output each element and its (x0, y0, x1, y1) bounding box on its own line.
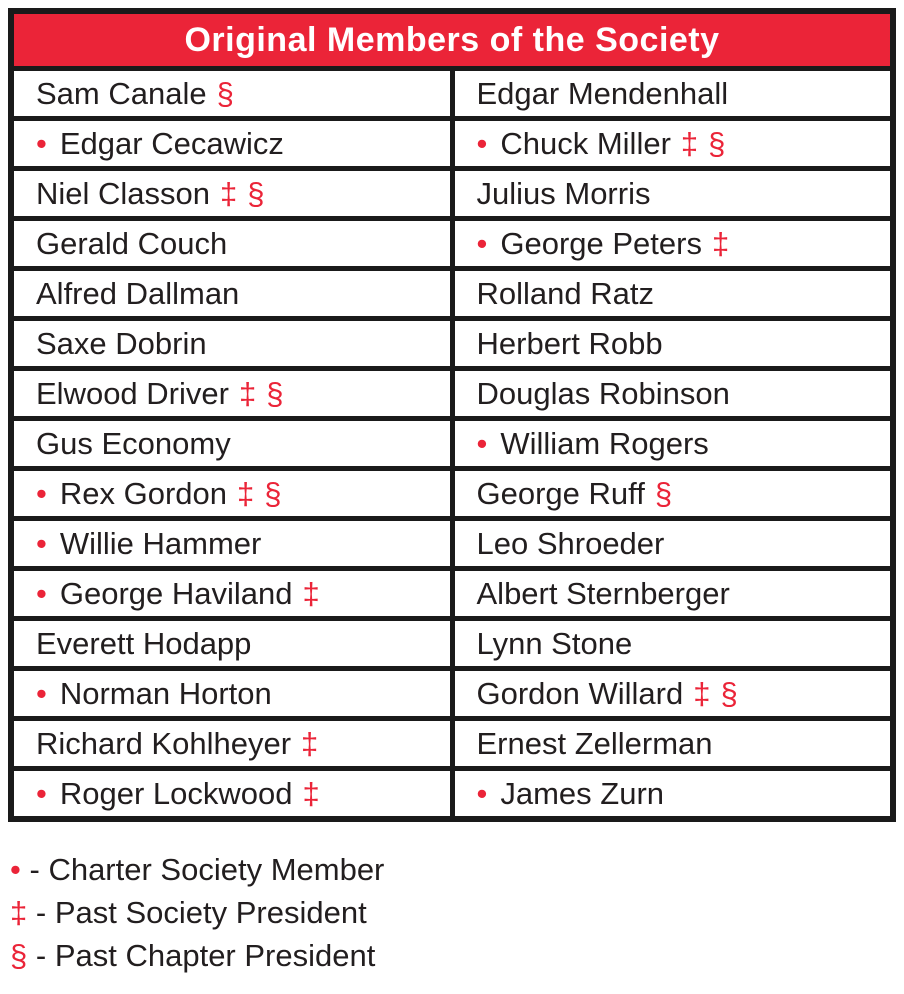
member-name: Julius Morris (476, 175, 651, 211)
table-row (11, 319, 893, 369)
legend-label: Charter Society Member (48, 851, 385, 887)
member-cell (452, 619, 893, 669)
table-row (11, 69, 893, 119)
member-cell (452, 369, 893, 419)
member-name: James Zurn (500, 775, 665, 811)
legend-label: Past Society President (54, 894, 367, 930)
legend-line (10, 891, 896, 934)
member-name: Alfred Dallman (36, 275, 240, 311)
members-table-body (11, 69, 893, 820)
charter-dot-icon: • (36, 525, 47, 561)
legend (10, 848, 896, 977)
member-cell (452, 119, 893, 169)
member-name: Edgar Cecawicz (59, 125, 284, 161)
legend-separator: - (35, 894, 47, 930)
table-row (11, 419, 893, 469)
member-cell (452, 419, 893, 469)
member-name: Douglas Robinson (476, 375, 730, 411)
legend-line (10, 934, 896, 977)
charter-dot-icon: • (10, 851, 21, 887)
member-cell (11, 219, 452, 269)
past-chapter-president-icon: § (720, 675, 738, 711)
charter-dot-icon: • (476, 775, 488, 811)
past-chapter-president-icon: § (654, 475, 673, 511)
charter-dot-icon: • (36, 775, 47, 811)
past-society-president-icon: ‡ (302, 775, 320, 811)
title-row (11, 11, 893, 69)
member-name: Ernest Zellerman (476, 725, 713, 761)
member-name: Rex Gordon (59, 475, 227, 511)
member-cell (11, 519, 452, 569)
table-row (11, 169, 893, 219)
past-society-president-icon: ‡ (301, 725, 319, 761)
past-society-president-icon: ‡ (680, 125, 699, 161)
table-row (11, 669, 893, 719)
table-row (11, 219, 893, 269)
past-society-president-icon: ‡ (237, 475, 255, 511)
member-name: Sam Canale (36, 75, 207, 111)
past-chapter-president-icon: § (264, 475, 282, 511)
past-society-president-icon: ‡ (220, 175, 238, 211)
past-society-president-icon: ‡ (711, 225, 730, 261)
member-name: Elwood Driver (36, 375, 229, 411)
member-cell (11, 669, 452, 719)
member-name: George Peters (500, 225, 702, 261)
past-society-president-icon: ‡ (238, 375, 257, 411)
member-name: Saxe Dobrin (36, 325, 207, 361)
member-cell (11, 569, 452, 619)
member-name: Chuck Miller (500, 125, 671, 161)
page-title: Original Members of the Society (11, 11, 893, 69)
legend-separator (27, 895, 36, 931)
charter-dot-icon: • (476, 425, 488, 461)
member-cell (452, 719, 893, 769)
member-cell (11, 619, 452, 669)
past-society-president-icon: ‡ (693, 675, 711, 711)
legend-separator (40, 852, 49, 888)
member-name: Gordon Willard (476, 675, 684, 711)
member-name: William Rogers (500, 425, 709, 461)
member-cell (452, 269, 893, 319)
member-name: Herbert Robb (476, 325, 663, 361)
member-name: Rolland Ratz (476, 275, 654, 311)
charter-dot-icon: • (476, 125, 488, 161)
member-name: Willie Hammer (59, 525, 262, 561)
member-cell (452, 69, 893, 119)
member-cell (452, 319, 893, 369)
legend-separator (46, 938, 55, 974)
member-cell (11, 469, 452, 519)
member-name: George Ruff (476, 475, 645, 511)
past-chapter-president-icon: § (10, 937, 28, 973)
charter-dot-icon: • (476, 225, 488, 261)
member-cell (11, 119, 452, 169)
member-name: Gus Economy (36, 425, 231, 461)
member-cell (11, 769, 452, 820)
member-name: Norman Horton (59, 675, 272, 711)
member-cell (11, 269, 452, 319)
member-name: Edgar Mendenhall (476, 75, 729, 111)
legend-separator: - (29, 851, 40, 887)
legend-separator: - (35, 937, 47, 973)
member-cell (11, 319, 452, 369)
legend-line (10, 848, 896, 891)
past-chapter-president-icon: § (708, 125, 726, 161)
member-name: George Haviland (59, 575, 293, 611)
member-name: Leo Shroeder (476, 525, 665, 561)
table-row (11, 369, 893, 419)
members-table-header (11, 11, 893, 69)
table-row (11, 719, 893, 769)
member-cell (11, 69, 452, 119)
member-name: Niel Classon (36, 175, 211, 211)
members-table (8, 8, 896, 822)
member-cell (452, 519, 893, 569)
legend-label: Past Chapter President (54, 937, 376, 973)
table-row (11, 769, 893, 820)
past-chapter-president-icon: § (216, 75, 234, 111)
table-row (11, 519, 893, 569)
member-name: Everett Hodapp (36, 625, 252, 661)
member-cell (452, 469, 893, 519)
member-cell (11, 369, 452, 419)
charter-dot-icon: • (36, 575, 47, 611)
table-row (11, 269, 893, 319)
past-society-president-icon: ‡ (10, 894, 28, 930)
charter-dot-icon: • (36, 475, 47, 511)
past-chapter-president-icon: § (266, 375, 284, 411)
member-cell (452, 169, 893, 219)
legend-separator (27, 938, 36, 974)
member-cell (452, 769, 893, 820)
table-row (11, 469, 893, 519)
member-cell (452, 219, 893, 269)
member-cell (11, 719, 452, 769)
member-name: Richard Kohlheyer (36, 725, 292, 761)
charter-dot-icon: • (36, 675, 47, 711)
member-cell (11, 169, 452, 219)
member-name: Lynn Stone (476, 625, 633, 661)
member-cell (452, 669, 893, 719)
member-cell (452, 569, 893, 619)
past-chapter-president-icon: § (247, 175, 265, 211)
past-society-president-icon: ‡ (302, 575, 320, 611)
member-name: Roger Lockwood (59, 775, 293, 811)
member-cell (11, 419, 452, 469)
legend-separator (21, 852, 30, 888)
table-row (11, 569, 893, 619)
charter-dot-icon: • (36, 125, 47, 161)
table-row (11, 619, 893, 669)
member-name: Gerald Couch (36, 225, 228, 261)
member-name: Albert Sternberger (476, 575, 730, 611)
table-row (11, 119, 893, 169)
legend-separator (46, 895, 55, 931)
